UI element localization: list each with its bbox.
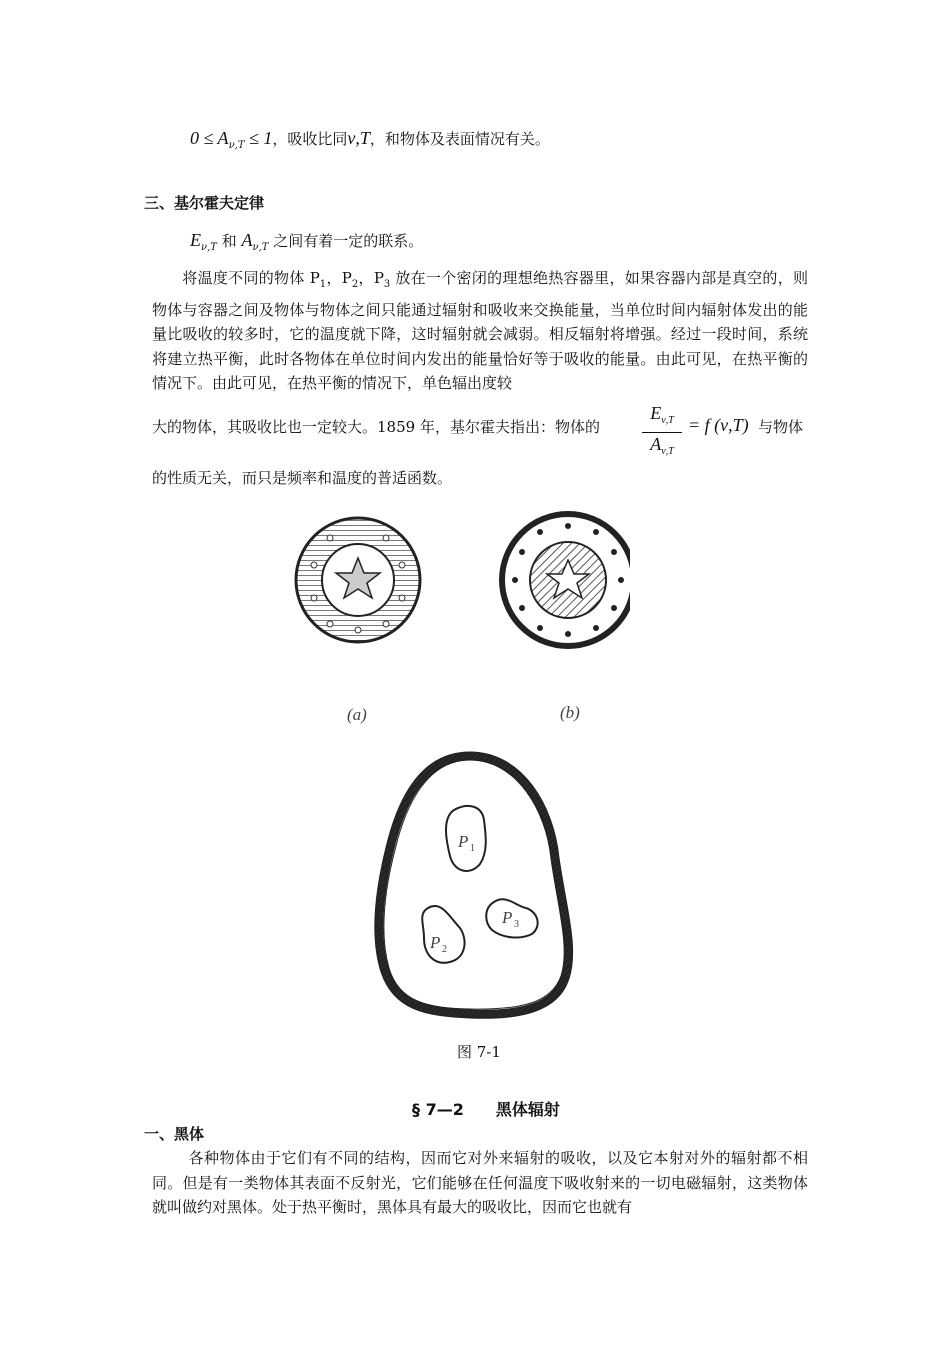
label-p3-sub: 3 — [514, 919, 519, 930]
fraction-denominator: $A_{\nu,T}$ — [650, 434, 674, 457]
absorptance-sub: ν,T — [252, 242, 269, 253]
inequality-sub: ν,T — [228, 140, 245, 151]
intro-mid: 和 — [216, 232, 242, 250]
intro-tail: 之间有着一定的联系。 — [268, 232, 424, 250]
section-heading-kirchhoff: 三、基尔霍夫定律 — [144, 194, 265, 212]
kirchhoff-fraction — [642, 402, 682, 463]
cavity-b — [502, 514, 630, 646]
kirchhoff-formula-line-post: 与物体 — [758, 418, 804, 436]
absorptance-symbol: A — [241, 230, 253, 250]
figure-label-b: (b) — [560, 703, 580, 722]
kirchhoff-formula-rhs: = f (ν,T) — [688, 415, 749, 435]
kirchhoff-formula-line-pre: 大的物体，其吸收比也一定较大。1859 年，基尔霍夫指出：物体的 — [152, 418, 600, 436]
fraction-numerator: $E_{\nu,T}$ — [650, 403, 674, 426]
absorptance-vars: ν,T — [347, 128, 370, 148]
section-title-blackbody: § 7—2 黑体辐射 — [412, 1100, 560, 1119]
blackbody-paragraph: 各种物体由于它们有不同的结构，因而它对外来辐射的吸收，以及它本射对外的辐射都不相同。但是有一类物体其表面不反射光，它们能够在任何温度下吸收射来的一切电磁辐射，这类物体就叫做约对黑体。处于热平衡时，黑体具有最大的吸收比，因而它也就有 — [152, 1149, 808, 1216]
label-p3: P — [502, 908, 513, 927]
inequality-lead: 0 ≤ A — [190, 128, 229, 148]
emittance-sub: ν,T — [201, 242, 217, 253]
figure-7-1-container — [370, 748, 590, 1038]
kirchhoff-intro-line — [190, 230, 423, 258]
absorptance-text: ，吸收比同 — [272, 130, 348, 148]
kirchhoff-last-line: 的性质无关，而只是频率和温度的普适函数。 — [152, 469, 453, 487]
emittance-symbol: E — [190, 230, 201, 250]
kirchhoff-paragraph: 将温度不同的物体 $P_1$，$P_2$，$P_3$ 放在一个密闭的理想绝热容器里，如果容器内部是真空的，则物体与容器之间及物体与物体之间只能通过辐射和吸收来交换能量，当单位时间内辐射体发出的能量比吸收的较多时，它的温度就下降，这时辐射就会减弱。相反辐射将增强。经过一段时间，系统将建立热平衡，此时各物体在单位时间内发出的能量恰好等于吸收的能量。由此可见，在热平衡的情况下。由此可见，在热平衡的情况下，单色辐出度较 — [152, 269, 808, 392]
label-p2: P — [430, 933, 441, 952]
figure-label-a: (a) — [347, 705, 367, 724]
label-p2-sub: 2 — [442, 944, 447, 955]
absorptance-range-line — [190, 128, 550, 156]
figure-caption: 图 7-1 — [457, 1043, 501, 1061]
figure-7-1-cavities — [290, 510, 630, 660]
inequality-tail: ≤ 1 — [244, 128, 273, 148]
label-p1-sub: 1 — [470, 843, 475, 854]
subheading-blackbody: 一、黑体 — [144, 1125, 205, 1143]
cavity-a — [296, 518, 420, 642]
label-p1: P — [458, 832, 469, 851]
absorptance-text-tail: ，和物体及表面情况有关。 — [369, 130, 550, 148]
